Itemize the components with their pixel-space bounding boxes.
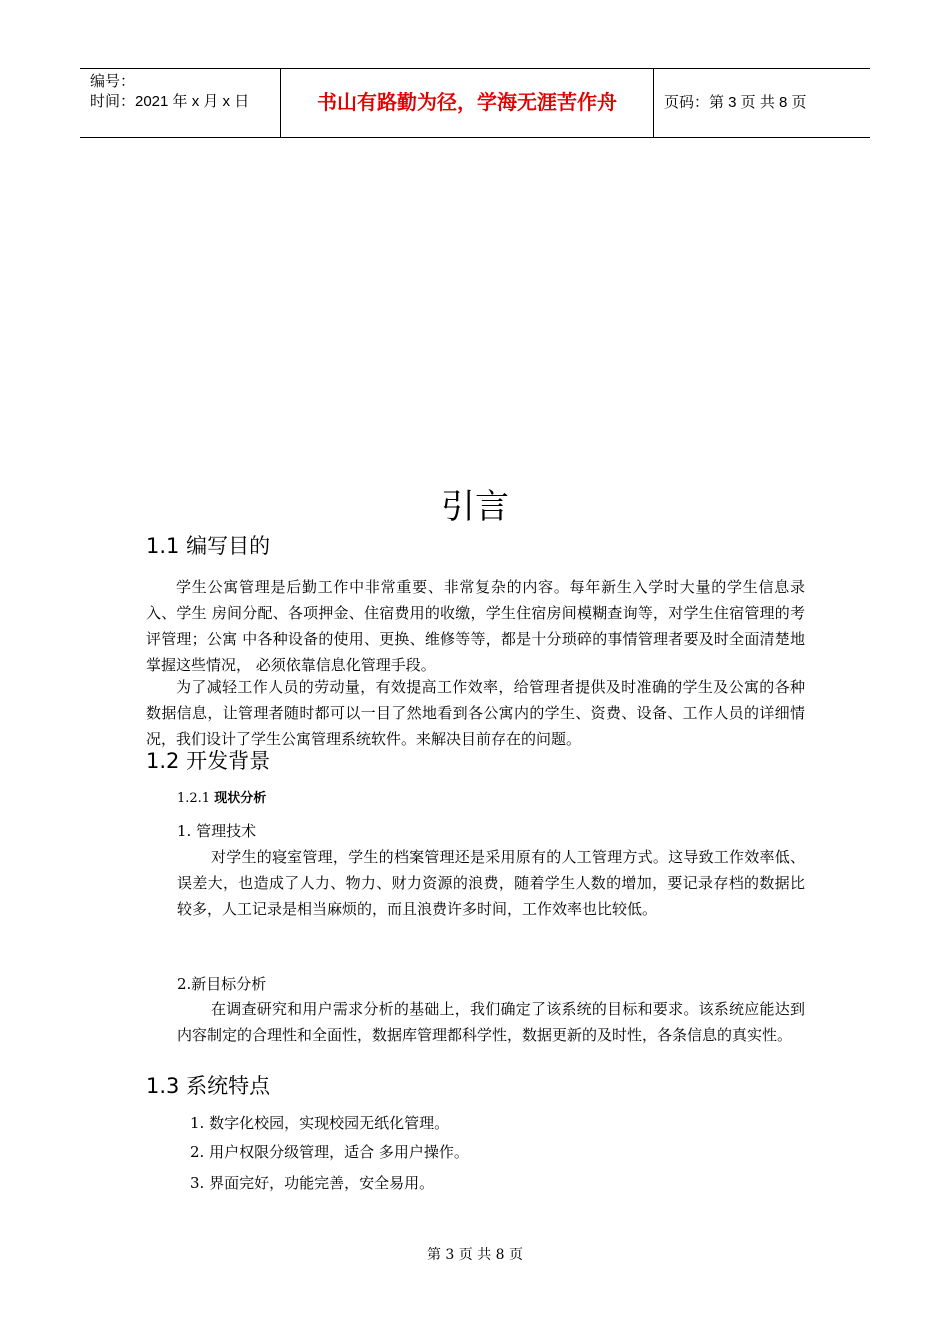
header-meta-cell [80, 69, 281, 137]
feature-item: 1. 数字化校园，实现校园无纸化管理。 [190, 1114, 450, 1132]
feature-item: 2. 用户权限分级管理，适合 多用户操作。 [190, 1143, 469, 1161]
item-2-text: 在调查研究和用户需求分析的基础上，我们确定了该系统的目标和要求。该系统应能达到内容制定的合理性和全面性，数据库管理都科学性，数据更新的及时性，各条信息的真实性。 [177, 1000, 805, 1044]
section-1-1-paragraph-2: 为了减轻工作人员的劳动量，有效提高工作效率，给管理者提供及时准确的学生及公寓的各种数据信息，让管理者随时都可以一目了然地看到各公寓内的学生、资费、设备、工作人员的详细情况，我们设计了学生公寓管理系统软件。来解决目前存在的问题。 [146, 678, 805, 748]
item-1-title: 1. 管理技术 [177, 822, 257, 840]
section-heading-1-3: 1.3 系统特点 [146, 1074, 271, 1098]
header-table [80, 68, 870, 138]
subsection-title: 现状分析 [214, 791, 267, 806]
page-title: 引言 [441, 487, 509, 527]
header-motto: 书山有路勤为径，学海无涯苦作舟 [281, 69, 654, 137]
subsection-heading-1-2-1 [177, 788, 266, 810]
section-heading-1-2: 1.2 开发背景 [146, 749, 271, 773]
item-1-text: 对学生的寝室管理，学生的档案管理还是采用原有的人工管理方式。这导致工作效率低、误差大，也造成了人力、物力、财力资源的浪费，随着学生人数的增加，要记录存档的数据比较多，人工记录是相当麻烦的，而且浪费许多时间，工作效率也比较低。 [177, 848, 805, 918]
feature-item: 3. 界面完好，功能完善，安全易用。 [190, 1174, 435, 1192]
header-time: 时间：2021 年 x 月 x 日 [90, 93, 250, 110]
header-number: 编号： [90, 73, 136, 90]
section-heading-1-1: 1.1 编写目的 [146, 534, 271, 558]
header-page-info: 页码：第 3 页 共 8 页 [664, 94, 807, 111]
section-1-1-paragraph-1: 学生公寓管理是后勤工作中非常重要、非常复杂的内容。每年新生入学时大量的学生信息录入、学生 房间分配、各项押金、住宿费用的收缴，学生住宿房间模糊查询等，对学生住宿管理的考评管理；公寓 中各种设备的使用、更换、维修等等，都是十分琐碎的事情管理者要及时全面清楚地掌握这些情况， 必须依靠信息化管理手段。 [146, 578, 805, 674]
subsection-number: 1.2.1 [177, 791, 211, 806]
item-2-title: 2.新目标分析 [177, 975, 267, 993]
page-footer: 第 3 页 共 8 页 [426, 1247, 524, 1263]
